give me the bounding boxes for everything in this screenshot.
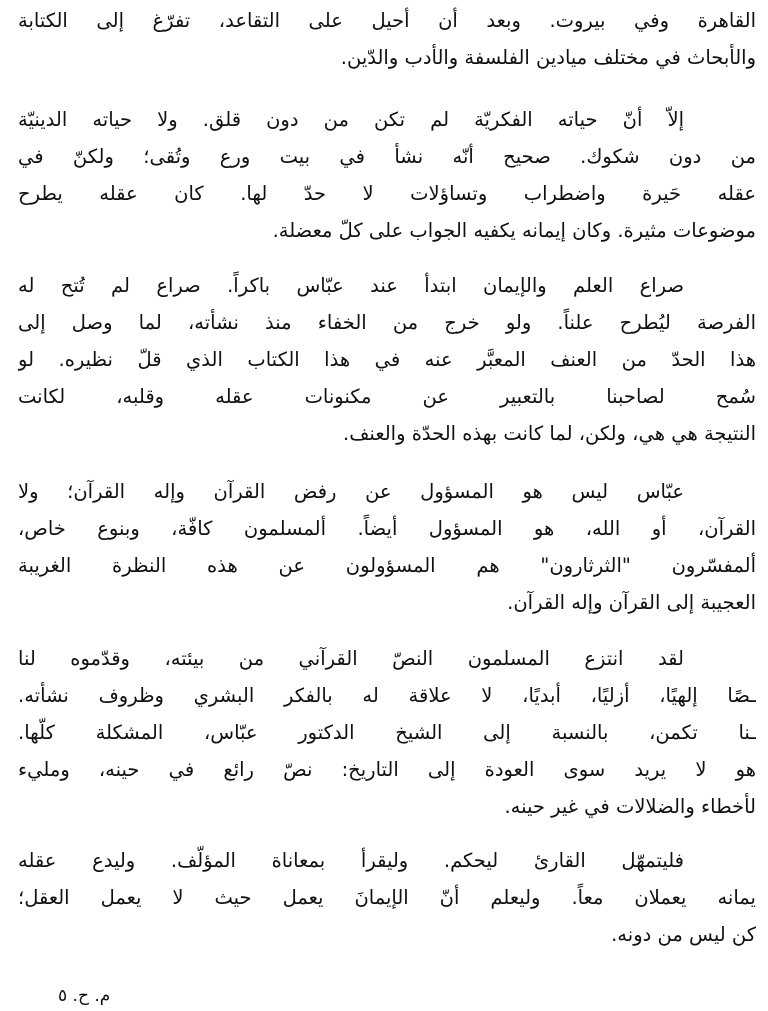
paragraph-2 — [18, 101, 756, 249]
text-line: العجيبة إلى القرآن وإله القرآن. — [507, 591, 756, 614]
text-line: والأبحاث في مختلف ميادين الفلسفة والأدب والدّين. — [340, 46, 756, 69]
text-line: هو لا يريد سوى العودة إلى التاريخ: نصّ رائع في حينه، ومليء — [18, 758, 756, 781]
text-line: عبّاس ليس هو المسؤول عن رفض القرآن وإله القرآن؛ ولا — [18, 480, 684, 503]
text-line: إلاّ أنّ حياته الفكريّة لم تكن من دون قلق. ولا حياته الدينيّة — [18, 108, 684, 131]
paragraph-3 — [18, 267, 756, 452]
text-line: سُمح لصاحبنا بالتعبير عن مكنونات عقله وقلبه، لكانت — [18, 385, 756, 408]
text-line: صراع العلم والإيمان ابتدأ عند عبّاس باكراً. صراع لم تُتح له — [18, 274, 684, 297]
text-line: موضوعات مثيرة. وكان إيمانه يكفيه الجواب على كلّ معضلة. — [272, 219, 756, 242]
paragraph-6 — [18, 842, 756, 953]
text-line: عقله حَيرة واضطراب وتساؤلات لا حدّ لها. كان عقله يطرح — [18, 182, 756, 205]
text-line: لقد انتزع المسلمون النصّ القرآني من بيئته، وقدّموه لنا — [18, 647, 684, 670]
text-line: هذا الحدّ من العنف المعبَّر عنه في هذا الكتاب الذي قلّ نظيره. لو — [18, 348, 756, 371]
text-line: الفرصة ليُطرح علناً. ولو خرج من الخفاء منذ نشأته، لما وصل إلى — [18, 311, 756, 334]
text-line: لأخطاء والضلالات في غير حينه. — [504, 795, 756, 818]
paragraph-1 — [18, 2, 756, 76]
text-line: النتيجة هي هي، ولكن، لما كانت بهذه الحدّة والعنف. — [343, 422, 756, 445]
text-line: ـنا تكمن، بالنسبة إلى الشيخ الدكتور عبّاس، المشكلة كلّها. — [18, 721, 756, 744]
text-line: يمانه يعملان معاً. وليعلم أنّ الإيمانَ يعمل حيث لا يعمل العقل؛ — [18, 886, 756, 909]
text-line: ألمفسّرون "الثرثارون" هم المسؤولون عن هذه النظرة الغريبة — [18, 554, 756, 577]
text-line: القرآن، أو الله، هو المسؤول أيضاً. ألمسلمون كافّة، وبنوع خاص، — [18, 517, 756, 540]
text-line: كن ليس من دونه. — [611, 923, 756, 946]
text-line: ـصًا إلهيًا، أزليًا، أبديًا، لا علاقة له بالفكر البشري وظروف نشأته. — [18, 684, 756, 707]
paragraph-5 — [18, 640, 756, 825]
paragraph-4 — [18, 473, 756, 621]
text-line: من دون شكوك. صحيح أنّه نشأ في بيت ورع وتُقى؛ ولكنّ في — [18, 145, 756, 168]
text-line: فليتمهّل القارئ ليحكم. وليقرأ بمعاناة المؤلّف. وليدع عقله — [18, 849, 684, 872]
author-signature: م. ح. ٥ — [58, 986, 111, 1006]
text-line: القاهرة وفي بيروت. وبعد أن أحيل على التقاعد، تفرّغ إلى الكتابة — [18, 9, 756, 32]
